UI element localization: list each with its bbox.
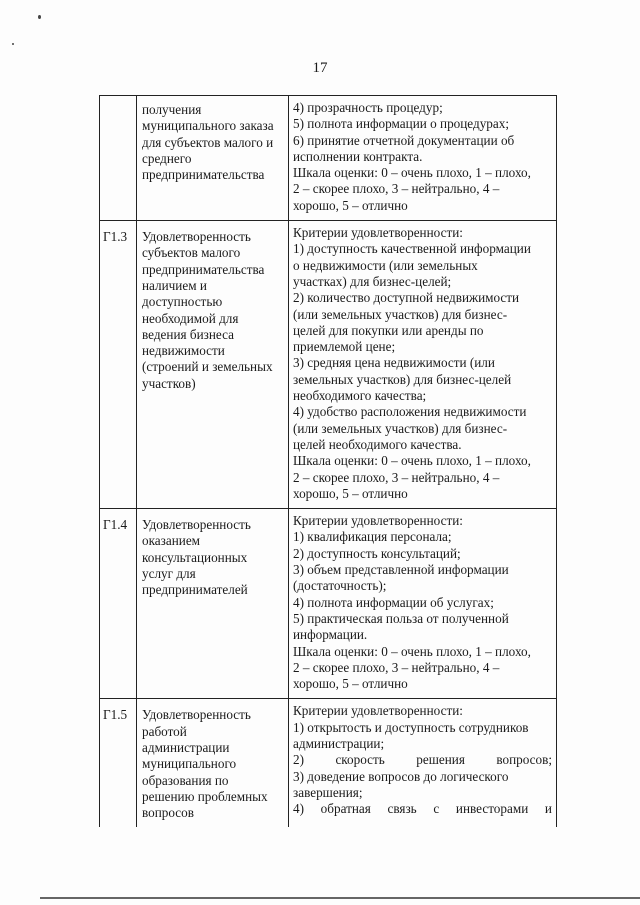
indicator-name-line: наличием и [142,277,207,293]
criteria-line: 2 – скорее плохо, 3 – нейтрально, 4 – [293,469,500,485]
scan-speck [12,43,14,45]
criteria-line: Критерии удовлетворенности: [293,703,463,719]
indicator-name-line: администрации [142,739,230,755]
bottom-rule [40,897,640,899]
criteria-line: Критерии удовлетворенности: [293,225,463,241]
criteria-line: 5) полнота информации о процедурах; [293,116,509,132]
criteria-line: 6) принятие отчетной документации об [293,132,515,148]
table-row [100,509,557,699]
criteria-cell [289,96,557,221]
criteria-line: хорошо, 5 – отлично [293,197,408,213]
indicator-name-line: решению проблемных [142,788,268,804]
indicator-name-line: Удовлетворенность [142,517,251,533]
indicator-name [137,96,289,221]
criteria-line: информации. [293,627,368,643]
criteria-line: администрации; [293,735,385,751]
criteria-line: 1) квалификация персонала; [293,529,452,545]
indicator-name [137,699,289,828]
indicator-name-line: оказанием [142,533,201,549]
criteria-line: необходимого качества; [293,388,427,404]
criteria-line: приемлемой цене; [293,339,396,355]
indicator-name-line: предпринимательства [142,261,265,277]
criteria-line: 4) полнота информации об услугах; [293,594,494,610]
criteria-line: 1) доступность качественной информации [293,241,531,257]
indicator-name-line: муниципального заказа [142,118,274,134]
indicator-name-line: ведения бизнеса [142,326,234,342]
criteria-line: Шкала оценки: 0 – очень плохо, 1 – плохо, [293,165,531,181]
scan-speck [38,15,41,19]
indicator-name-line: для субъектов малого и [142,134,274,150]
criteria-line: Критерии удовлетворенности: [293,513,463,529]
indicator-name [137,509,289,699]
indicator-name-line: среднего [142,150,192,166]
criteria-line: 5) практическая польза от полученной [293,610,509,626]
criteria-line: о недвижимости (или земельных [293,257,478,273]
table-row [100,96,557,221]
indicator-name-line: предпринимательства [142,167,265,183]
row-code: Г1.3 [100,221,137,509]
indicator-name-line: субъектов малого [142,245,241,261]
indicator-name-line: услуг для [142,566,196,582]
criteria-line: завершения; [293,784,363,800]
criteria-line: 3) доведение вопросов до логического [293,768,509,784]
criteria-line: (или земельных участков) для бизнес- [293,420,508,436]
criteria-table [99,95,557,827]
criteria-line: Шкала оценки: 0 – очень плохо, 1 – плохо, [293,453,531,469]
table-row [100,699,557,828]
indicator-name-line: вопросов [142,805,194,821]
criteria-line: 2 – скорее плохо, 3 – нейтрально, 4 – [293,181,500,197]
criteria-line: земельных участков) для бизнес-целей [293,371,512,387]
criteria-line: 2) скорость решения вопросов; [293,752,552,768]
criteria-line: (достаточность); [293,578,387,594]
row-code: Г1.5 [100,699,137,828]
indicator-name-line: недвижимости [142,343,225,359]
criteria-cell [289,699,557,828]
indicator-name-line: предпринимателей [142,582,248,598]
indicator-name-line: работой [142,723,187,739]
criteria-line: 3) средняя цена недвижимости (или [293,355,495,371]
indicator-name-line: консультационных [142,549,248,565]
indicator-name-line: доступностью [142,294,223,310]
criteria-line: 3) объем представленной информации [293,562,509,578]
indicator-name-line: Удовлетворенность [142,707,251,723]
criteria-line: целей необходимого качества. [293,436,462,452]
row-code [100,96,137,221]
criteria-line: (или земельных участков) для бизнес- [293,306,508,322]
criteria-cell [289,509,557,699]
indicator-name-line: муниципального [142,756,237,772]
indicator-name-line: необходимой для [142,310,239,326]
criteria-line: 1) открытость и доступность сотрудников [293,719,529,735]
indicator-name-line: участков) [142,375,196,391]
criteria-line: 2) количество доступной недвижимости [293,290,520,306]
indicator-name-line: образования по [142,772,229,788]
criteria-line: хорошо, 5 – отлично [293,485,408,501]
indicator-name-line: Удовлетворенность [142,229,251,245]
criteria-line: Шкала оценки: 0 – очень плохо, 1 – плохо, [293,643,531,659]
row-code: Г1.4 [100,509,137,699]
criteria-line: 4) прозрачность процедур; [293,100,443,115]
criteria-line: 2) доступность консультаций; [293,545,461,561]
indicator-name [137,221,289,509]
criteria-cell [289,221,557,509]
criteria-line: хорошо, 5 – отлично [293,676,408,692]
page-number: 17 [312,60,328,76]
indicator-name-line: (строений и земельных [142,359,273,375]
criteria-line: целей для покупки или аренды по [293,322,484,338]
criteria-line: участках) для бизнес-целей; [293,273,452,289]
criteria-line: 2 – скорее плохо, 3 – нейтрально, 4 – [293,659,500,675]
criteria-line: 4) обратная связь с инвесторами и [293,801,552,817]
table-row [100,221,557,509]
indicator-name-line: получения [142,102,202,117]
criteria-line: исполнении контракта. [293,148,423,164]
criteria-line: 4) удобство расположения недвижимости [293,404,527,420]
